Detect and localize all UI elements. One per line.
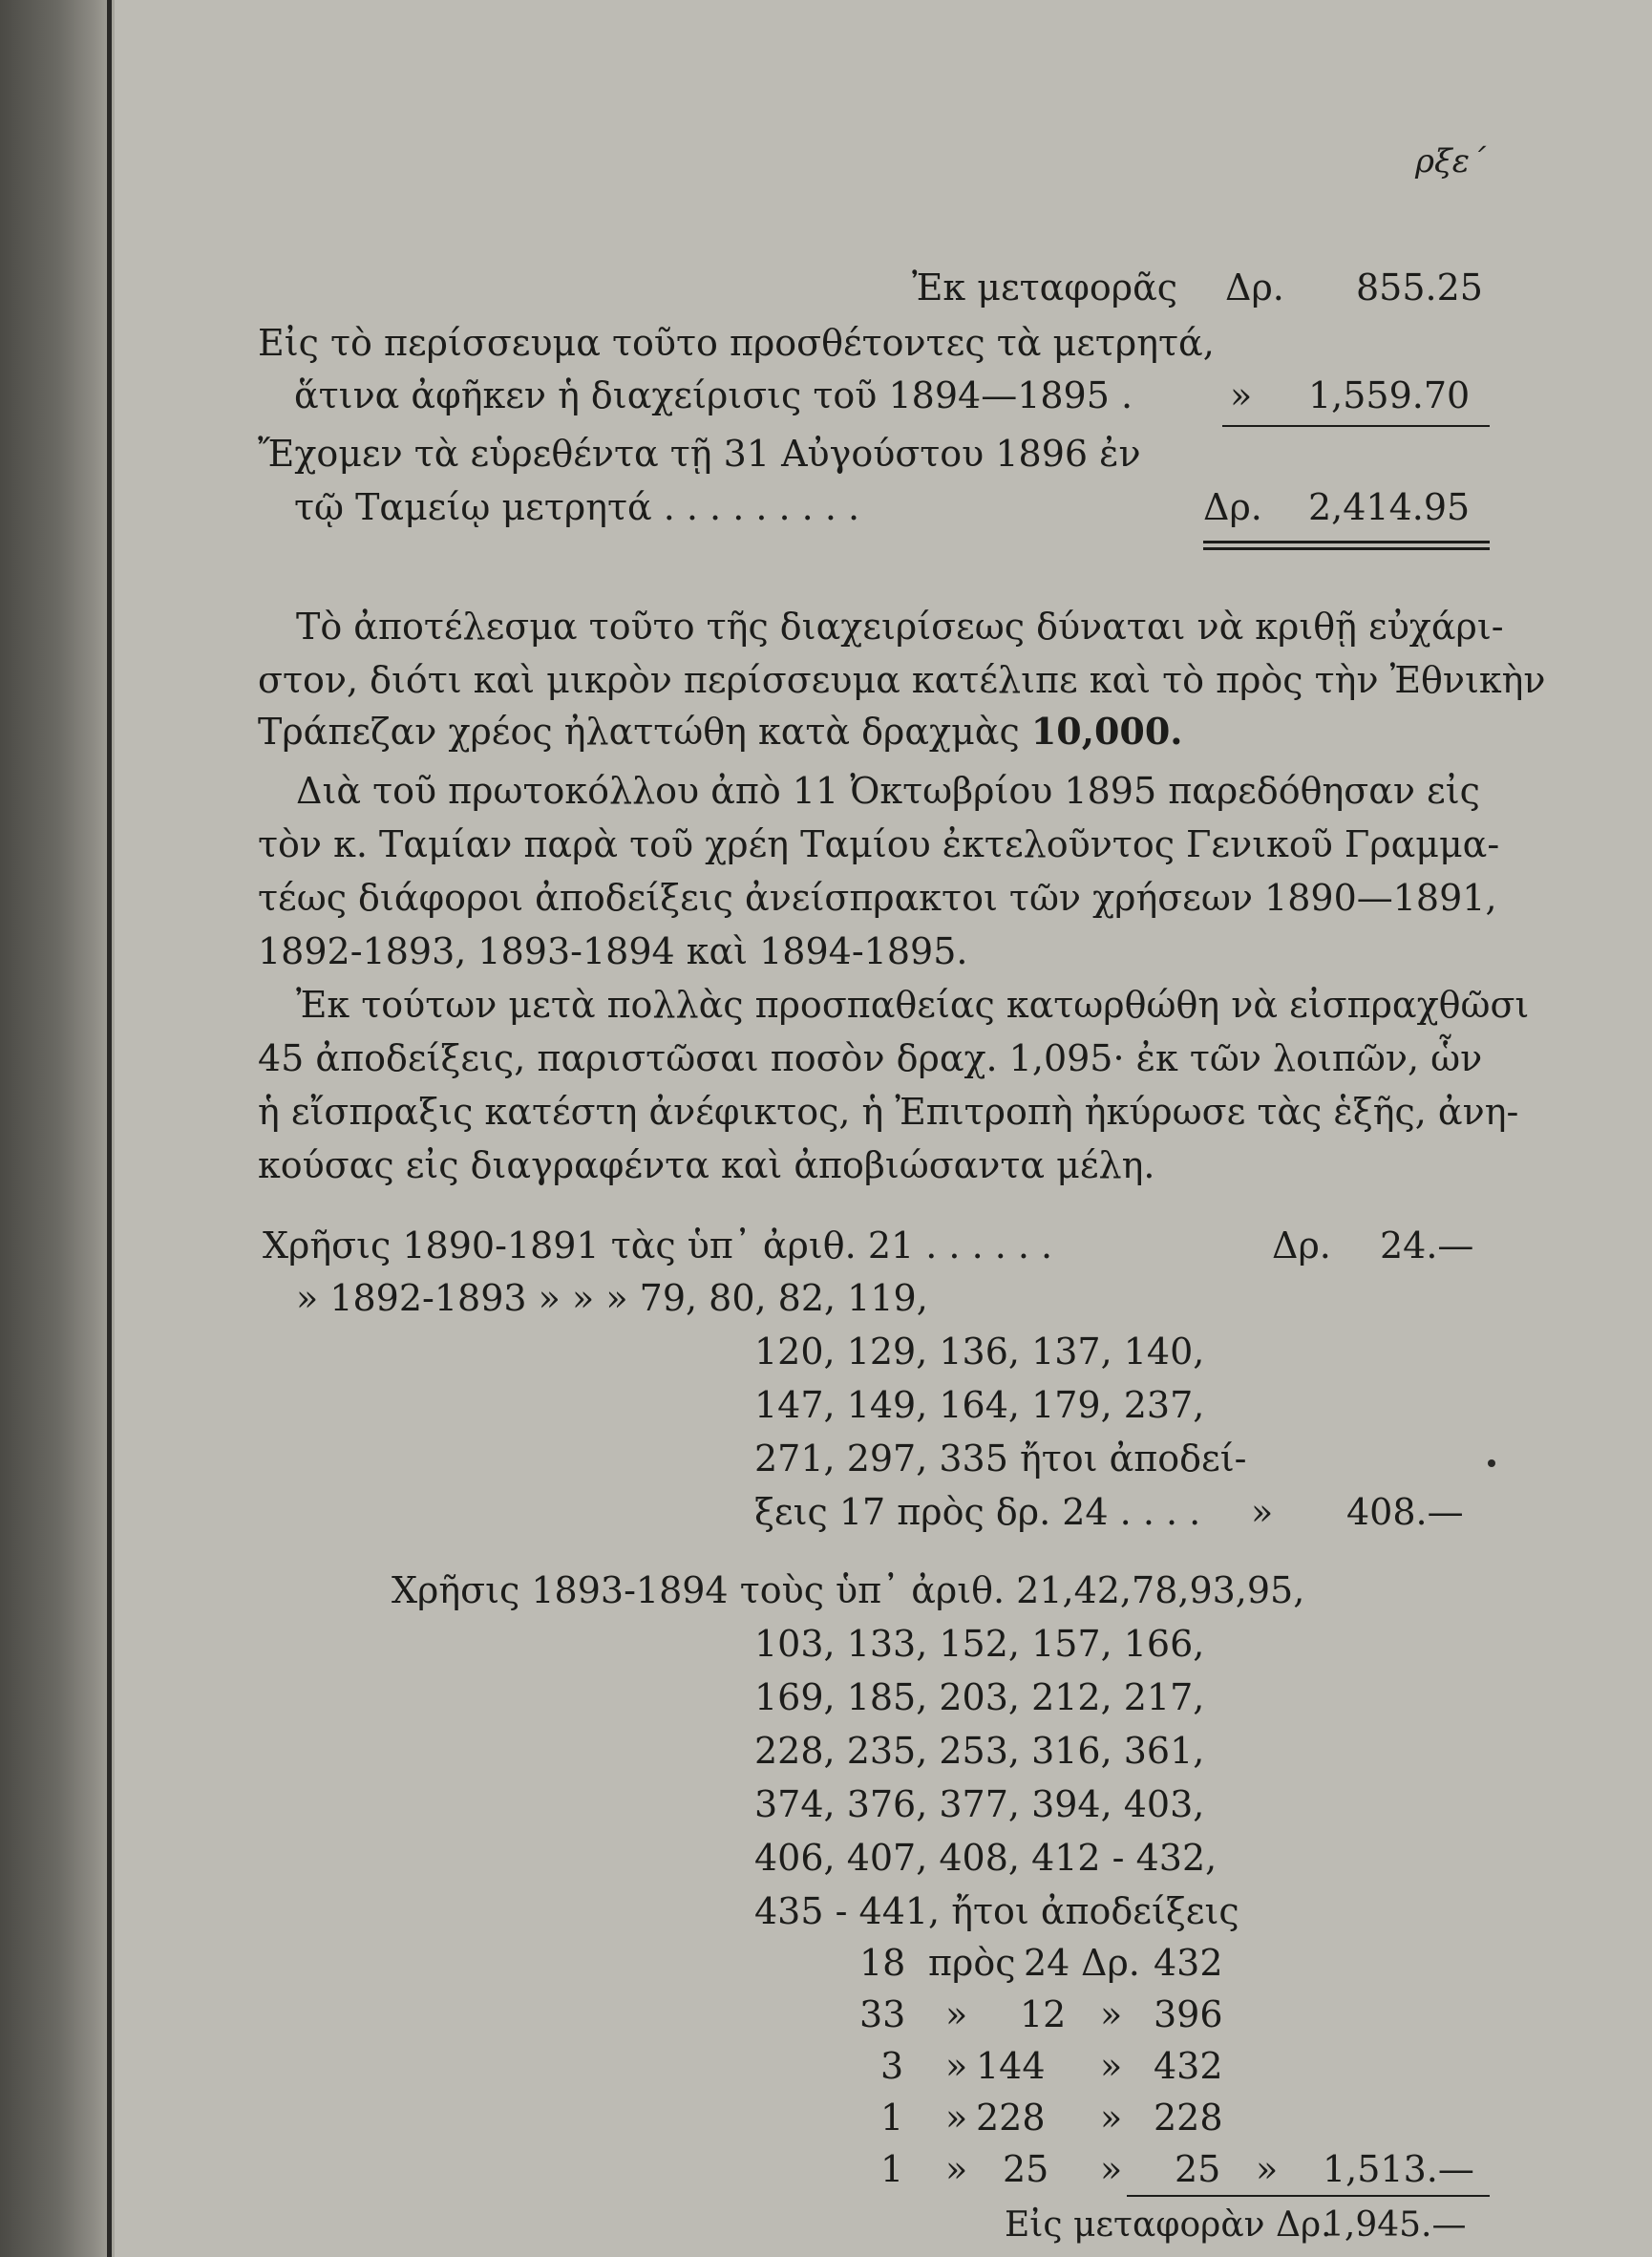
para1-line-3: Τράπεζαν χρέος ἠλαττώθη κατὰ δραχμὰς 10,000. (258, 710, 1183, 753)
para2-line-3: τέως διάφοροι ἀποδείξεις ἀνείσπρακτοι τῶν χρήσεων 1890—1891, (258, 877, 1497, 919)
ledger-row-1892-summary: ξεις 17 πρὸς δρ. 24 . . . . (754, 1491, 1201, 1533)
ledger-row-1893-numbers-2: 169, 185, 203, 212, 217, (754, 1676, 1205, 1718)
surplus-ditto: » (1230, 374, 1253, 416)
ledger-row-1893-numbers-1: 103, 133, 152, 157, 166, (754, 1623, 1205, 1665)
cash-line-2: τῷ Ταμείῳ μετρητά . . . . . . . . . (294, 486, 860, 528)
ledger-row-1893-numbers-3: 228, 235, 253, 316, 361, (754, 1730, 1205, 1772)
para3-line-3: ἡ εἴσπραξις κατέστη ἀνέφικτος, ἡ Ἐπιτροπὴ ἠκύρωσε τὰς ἑξῆς, ἀνη- (258, 1091, 1519, 1133)
ledger-row-1893-numbers-5: 406, 407, 408, 412 - 432, (754, 1837, 1218, 1879)
surplus-line-1: Εἰς τὸ περίσσευμα τοῦτο προσθέτοντες τὰ μετρητά, (258, 322, 1215, 364)
ledger-row-1892-amount: 408.— (1346, 1491, 1464, 1533)
total-double-rule-top (1203, 541, 1490, 543)
breakdown-sum-amount: 1,513.— (1323, 2148, 1474, 2190)
breakdown-sum-ditto: » (1256, 2148, 1279, 2190)
para3-line-1: Ἐκ τούτων μετὰ πολλὰς προσπαθείας κατωρθώθη νὰ εἰσπραχθῶσι (296, 984, 1530, 1026)
cash-amount: 2,414.95 (1308, 486, 1471, 528)
para1-line-2: στον, διότι καὶ μικρὸν περίσσευμα κατέλιπε καὶ τὸ πρὸς τὴν Ἐθνικὴν (258, 659, 1546, 701)
debt-reduction-amount: 10,000. (1030, 710, 1183, 753)
surplus-line-2: ἅτινα ἀφῆκεν ἡ διαχείρισις τοῦ 1894—1895 . (294, 374, 1133, 416)
ledger-row-1890-currency: Δρ. (1272, 1224, 1331, 1267)
carried-forward-label: Ἐκ μεταφορᾶς (912, 266, 1178, 309)
carry-forward-amount: 1,945.— (1323, 2205, 1467, 2245)
cash-currency: Δρ. (1203, 486, 1262, 528)
cash-line-1: Ἔχομεν τὰ εὑρεθέντα τῇ 31 Αὐγούστου 1896 ἐν (258, 433, 1141, 475)
para2-line-4: 1892-1893, 1893-1894 καὶ 1894-1895. (258, 930, 968, 972)
breakdown-sum-rule (1127, 2195, 1490, 2197)
carried-forward-amount: 855.25 (1356, 266, 1483, 309)
carried-forward-currency: Δρ. (1225, 266, 1284, 309)
ink-speck (1488, 1459, 1495, 1467)
ledger-row-1893-numbers-6: 435 - 441, ἤτοι ἀποδείξεις (754, 1890, 1239, 1932)
para3-line-4: κούσας εἰς διαγραφέντα καὶ ἀποβιώσαντα μέλη. (258, 1144, 1155, 1186)
ledger-row-1892-numbers-1: 120, 129, 136, 137, 140, (754, 1331, 1205, 1373)
book-gutter (0, 0, 115, 2257)
ledger-row-1890-amount: 24.— (1380, 1224, 1474, 1267)
ledger-row-1892-numbers-3: 271, 297, 335 ἤτοι ἀποδεί- (754, 1437, 1247, 1480)
carry-forward-label: Εἰς μεταφορὰν Δρ. (1005, 2205, 1332, 2245)
para1-line-1: Τὸ ἀποτέλεσμα τοῦτο τῆς διαχειρίσεως δύναται νὰ κριθῇ εὐχάρι- (296, 606, 1504, 648)
para3-line-2: 45 ἀποδείξεις, παριστῶσαι ποσὸν δραχ. 1,095· ἐκ τῶν λοιπῶν, ὧν (258, 1037, 1483, 1079)
sum-rule (1222, 425, 1490, 427)
ledger-row-1892-numbers-2: 147, 149, 164, 179, 237, (754, 1384, 1205, 1426)
ledger-row-1892-ditto: » (1251, 1491, 1274, 1533)
page-folio: ρξε΄ (1415, 142, 1486, 181)
ledger-row-1893-numbers-4: 374, 376, 377, 394, 403, (754, 1783, 1205, 1825)
para2-line-1: Διὰ τοῦ πρωτοκόλλου ἀπὸ 11 Ὀκτωβρίου 1895 παρεδόθησαν εἰς (296, 770, 1480, 812)
total-double-rule-bottom (1203, 547, 1490, 550)
para2-line-2: τὸν κ. Ταμίαν παρὰ τοῦ χρέη Ταμίου ἐκτελοῦντος Γενικοῦ Γραμμα- (258, 823, 1500, 865)
ledger-row-1893-label: Χρῆσις 1893-1894 τοὺς ὑπ᾽ ἀριθ. 21,42,78,93,95, (392, 1569, 1305, 1611)
scanned-page: ρξε΄ Ἐκ μεταφορᾶς Δρ. 855.25 Εἰς τὸ περίσσευμα τοῦτο προσθέτοντες τὰ μετρητά, ἅτινα ἀφῆκεν ἡ διαχείρισις τοῦ 1894—1895 . » 1,559.70 Ἔχομεν τὰ εὑρεθέντα τῇ 31 Αὐγούστου 1896 ἐν τῷ Ταμείῳ μετρητά . . . . . . . . . Δρ. 2,414.95 Τὸ ἀποτέλεσμα τοῦτο τῆς διαχειρίσεως δύναται νὰ κριθῇ εὐχάρι- στον, διότι καὶ μικρὸν περίσσευμα κατέλιπε καὶ τὸ πρὸς τὴν Ἐθνικὴν Τράπεζαν χρέος ἠλαττώθη κατὰ δραχμὰς 10,000. Διὰ τοῦ πρωτοκόλλου ἀπὸ 11 Ὀκτωβρίου 1895 παρεδόθησαν εἰς τὸν κ. Ταμίαν παρὰ τοῦ χρέη Ταμίου ἐκτελοῦντος Γενικοῦ Γραμμα- τέως διάφοροι ἀποδείξεις ἀνείσπρακτοι τῶν χρήσεων 1890—1891, 1892-1893, 1893-1894 καὶ 1894-1895. Ἐκ τούτων μετὰ πολλὰς προσπαθείας κατωρθώθη νὰ εἰσπραχθῶσι 45 ἀποδείξεις, παριστῶσαι ποσὸν δραχ. 1,095· ἐκ τῶν λοιπῶν, ὧν ἡ εἴσπραξις κατέστη ἀνέφικτος, ἡ Ἐπιτροπὴ ἠκύρωσε τὰς ἑξῆς, ἀνη- κούσας εἰς διαγραφέντα καὶ ἀποβιώσαντα μέλη. Χρῆσις 1890-1891 τὰς ὑπ᾽ ἀριθ. 21 . . . . . . Δρ. 24.— » 1892-1893 » » » 79, 80, 82, 119, 120, 129, 136, 137, 140, 147, 149, 164, 179, 237, 271, 297, 335 ἤτοι ἀποδεί- ξεις 17 πρὸς δρ. 24 . . . . » 408.— Χρῆσις 1893-1894 τοὺς ὑπ᾽ ἀριθ. 21,42,78,93,95, 103, 133, 152, 157, 166, 169, 185, 203, 212, 217, 228, 235, 253, 316, 361, 374, 376, 377, 394, 403, 406, 407, 408, 412 - 432, 435 - 441, ἤτοι ἀποδείξεις 18 πρὸς 24 Δρ. 432 33 » 12 » 396 3 » 144 » 432 1 » 228 » 228 1 » 25 » 25 » 1,513.— Εἰς μεταφορὰν Δρ. 1,945.— (115, 0, 1652, 2257)
ledger-row-1892-label: » 1892-1893 » » » 79, 80, 82, 119, (296, 1277, 928, 1319)
ledger-row-1890-label: Χρῆσις 1890-1891 τὰς ὑπ᾽ ἀριθ. 21 . . . . . . (263, 1224, 1053, 1267)
book-spine (107, 0, 112, 2257)
surplus-amount: 1,559.70 (1308, 374, 1471, 416)
